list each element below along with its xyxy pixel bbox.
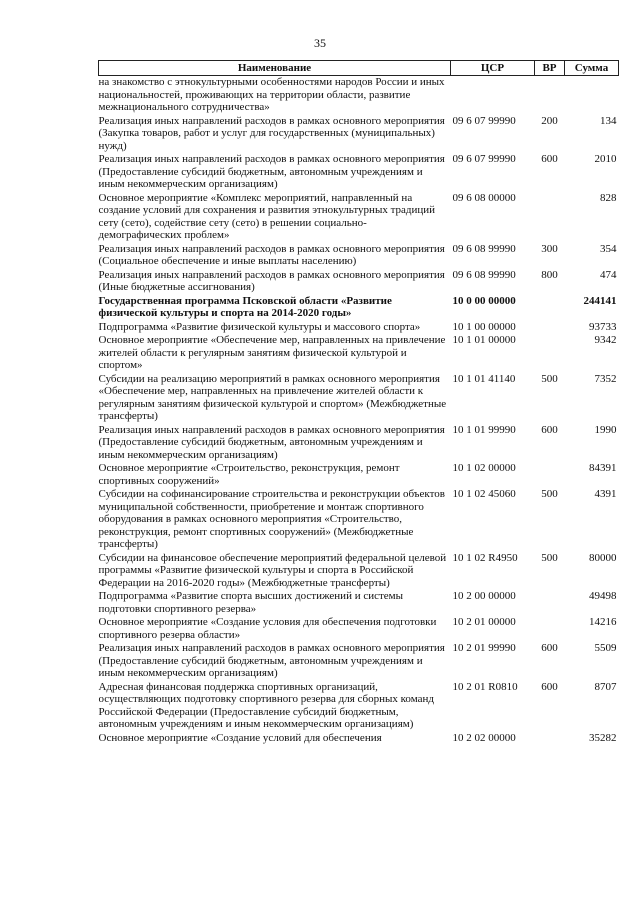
row-sum-cell: 7352: [594, 372, 617, 385]
row-name-cell: Основное мероприятие «Создание условия для обеспечения подготовки спортивного резерва области»: [98, 616, 437, 641]
row-csr-cell: 10 2 01 00000: [452, 616, 516, 628]
table-row: [99, 616, 619, 642]
row-vr-cell: 500: [541, 551, 558, 564]
row-vr-cell: [535, 334, 565, 373]
row-csr-cell: 10 0 00 00000: [452, 294, 516, 307]
row-vr-cell: [535, 321, 565, 335]
row-csr-cell: 10 1 01 41140: [452, 372, 516, 385]
table-body: [99, 76, 619, 746]
row-name-cell: Реализация иных направлений расходов в рамках основного мероприятия (Закупка товаров, работ и услуг для государственных (муниципальных) нужд): [98, 114, 445, 152]
table-header-row: [99, 61, 619, 76]
row-vr-cell: [535, 616, 565, 642]
row-name-cell: на знакомство с этнокультурными особенностями народов России и иных национальностей, проживающих на территории области, развитие межнационального сотрудничества»: [98, 76, 445, 113]
row-sum-cell: 14216: [589, 616, 617, 628]
row-csr-cell: 10 1 01 00000: [452, 334, 516, 346]
row-vr-cell: 300: [541, 242, 558, 255]
header-sum: Сумма: [565, 61, 619, 76]
row-csr-cell: 10 1 00 00000: [452, 320, 516, 333]
page-number: 35: [314, 36, 326, 50]
row-vr-cell: 500: [541, 488, 558, 500]
row-name-cell: Реализация иных направлений расходов в рамках основного мероприятия (Предоставление субсидий бюджетным, автономным учреждениям и иным некоммерческим организациям): [98, 642, 445, 679]
row-csr-cell: 10 1 02 R4950: [452, 551, 518, 564]
row-vr-cell: [535, 590, 565, 616]
table-row: [99, 115, 619, 154]
row-sum-cell: 35282: [589, 731, 617, 744]
row-name-cell: Реализация иных направлений расходов в рамках основного мероприятия (Предоставление субсидий бюджетным, автономным учреждениям и иным некоммерческим организациям): [98, 153, 445, 190]
row-vr-cell: 600: [541, 642, 558, 654]
row-name-cell: Реализация иных направлений расходов в рамках основного мероприятия (Иные бюджетные ассигнования): [98, 268, 445, 293]
row-sum-cell: 354: [600, 242, 617, 255]
table-row: [99, 590, 619, 616]
header-name: Наименование: [99, 61, 451, 76]
row-sum-cell: 2010: [594, 153, 617, 165]
table-row: [99, 321, 619, 335]
row-sum-cell: 80000: [589, 551, 617, 564]
row-csr-cell: 10 1 01 99990: [452, 423, 516, 436]
table-row: [99, 192, 619, 243]
row-name-cell: Субсидии на реализацию мероприятий в рамках основного мероприятия «Обеспечение мер, направленных на привлечение жителей области к регулярным занятиям физической культурой и спортом» (Межбюджетные трансферты): [98, 372, 447, 422]
row-name-cell: Реализация иных направлений расходов в рамках основного мероприятия (Предоставление субсидий бюджетным, автономным учреждениям и иным некоммерческим организациям): [98, 423, 445, 461]
row-name-cell: Подпрограмма «Развитие физической культуры и массового спорта»: [98, 320, 421, 333]
row-sum-cell: 474: [600, 268, 617, 281]
row-vr-cell: 600: [541, 423, 558, 436]
row-csr-cell: 10 1 02 45060: [452, 488, 516, 500]
row-csr-cell: 09 6 08 00000: [452, 191, 516, 204]
row-sum-cell: 1990: [594, 423, 617, 436]
table-row: [99, 424, 619, 463]
row-name-cell: Субсидии на софинансирование строительства и реконструкции объектов муниципальной собственности, приобретение и монтаж спортивного оборудования в рамках основного мероприятия «Строительство, реконструкция, ремонт спортивных сооружений» (Межбюджетные трансферты): [98, 488, 445, 550]
row-sum-cell: 93733: [589, 320, 617, 333]
row-sum-cell: 49498: [589, 590, 617, 602]
row-vr-cell: [535, 192, 565, 243]
row-csr-cell: 10 2 02 00000: [452, 731, 516, 744]
table-row: [99, 269, 619, 295]
row-vr-cell: [535, 295, 565, 321]
row-name-cell: Подпрограмма «Развитие спорта высших достижений и системы подготовки спортивного резерва»: [98, 590, 404, 615]
row-sum-cell: 9342: [594, 334, 617, 346]
row-sum-cell: 8707: [594, 680, 617, 693]
row-vr-cell: 500: [541, 372, 558, 385]
row-vr-cell: 800: [541, 268, 558, 281]
table-row: [99, 681, 619, 732]
row-name-cell: Основное мероприятие «Обеспечение мер, направленных на привлечение жителей области к регулярным занятиям физической культурой и спортом»: [98, 334, 446, 371]
row-csr-cell: 09 6 07 99990: [452, 114, 516, 127]
row-sum-cell: [565, 76, 619, 115]
table-row: [99, 76, 619, 115]
table-row: [99, 732, 619, 746]
table-row: [99, 462, 619, 488]
row-sum-cell: 84391: [589, 462, 617, 474]
table-row: [99, 153, 619, 192]
row-vr-cell: [535, 732, 565, 746]
table-row: [99, 243, 619, 269]
row-csr-cell: 10 2 00 00000: [452, 590, 516, 602]
row-sum-cell: 4391: [594, 488, 617, 500]
row-name-cell: Государственная программа Псковской области «Развитие физической культуры и спорта на 2014-2020 годы»: [98, 294, 392, 319]
row-sum-cell: 5509: [594, 642, 617, 654]
row-csr-cell: 10 2 01 R0810: [452, 680, 518, 693]
row-csr-cell: 09 6 07 99990: [452, 153, 516, 165]
table-row: [99, 373, 619, 424]
row-name-cell: Реализация иных направлений расходов в рамках основного мероприятия (Социальное обеспечение и иные выплаты населению): [98, 242, 445, 267]
row-name-cell: Адресная финансовая поддержка спортивных организаций, осуществляющих подготовку спортивного резерва для сборных команд Российской Федерации (Предоставление субсидий бюджетным, автономным учреждениям и иным некоммерческим организациям): [98, 680, 434, 730]
table-row: [99, 295, 619, 321]
row-vr-cell: 600: [541, 153, 558, 165]
row-name-cell: Основное мероприятие «Строительство, реконструкция, ремонт спортивных сооружений»: [98, 462, 400, 487]
row-vr-cell: [535, 76, 565, 115]
row-vr-cell: 600: [541, 680, 558, 693]
row-vr-cell: [535, 462, 565, 488]
row-sum-cell: 828: [600, 191, 617, 204]
header-vr: ВР: [535, 61, 565, 76]
row-sum-cell: 134: [600, 114, 617, 127]
row-name-cell: Субсидии на финансовое обеспечение мероприятий федеральной целевой программы «Развитие физической культуры и спорта в Российской Федерации на 2016-2020 годы» (Межбюджетные трансферты): [98, 551, 447, 589]
table-row: [99, 334, 619, 373]
row-csr-cell: 09 6 08 99990: [452, 268, 516, 281]
header-csr: ЦСР: [451, 61, 535, 76]
row-csr-cell: 10 2 01 99990: [452, 642, 516, 654]
row-sum-cell: 244141: [583, 294, 617, 307]
table-row: [99, 488, 619, 552]
table-row: [99, 552, 619, 591]
row-csr-cell: 10 1 02 00000: [452, 462, 516, 474]
row-csr-cell: 09 6 08 99990: [452, 242, 516, 255]
budget-table: [98, 60, 619, 745]
row-vr-cell: 200: [541, 114, 558, 127]
row-csr-cell: [451, 76, 535, 115]
row-name-cell: Основное мероприятие «Комплекс мероприятий, направленный на создание условий для сохранения и развития этнокультурных традиций сету (сето), содействие сету (сето) в решении социально-демографических проблем»: [98, 191, 436, 241]
row-name-cell: Основное мероприятие «Создание условий для обеспечения: [98, 731, 382, 744]
table-row: [99, 642, 619, 681]
